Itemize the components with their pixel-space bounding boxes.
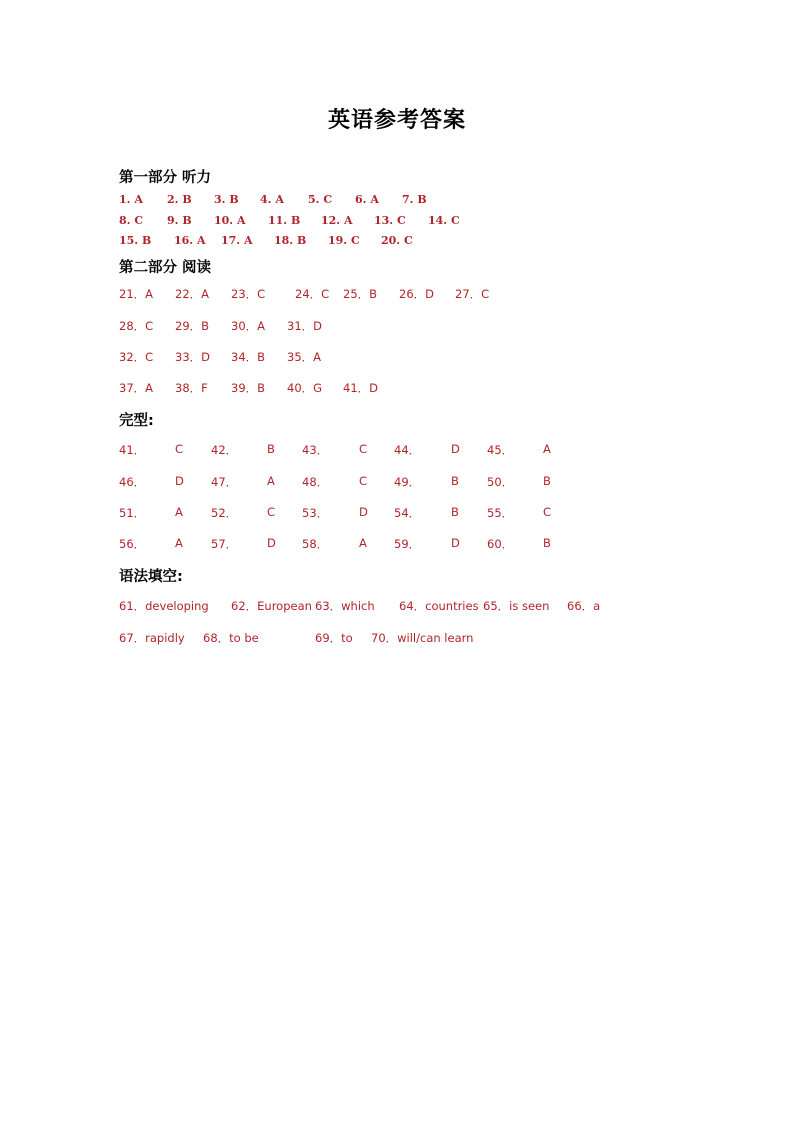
- question-number: 55．: [487, 506, 514, 520]
- answer-item: 20. C: [381, 234, 413, 247]
- answer-row: [119, 214, 679, 230]
- section-heading-grammar: 语法填空:: [119, 569, 183, 585]
- answer-item: 19. C: [328, 234, 360, 247]
- answer-item: 67．rapidly: [119, 631, 185, 645]
- answer-row: [119, 598, 679, 614]
- answer-letter: D: [175, 474, 184, 488]
- answer-item: 27．C: [455, 287, 490, 301]
- answer-item: 1. A: [119, 193, 143, 206]
- answer-item: 64．countries: [399, 599, 479, 613]
- answer-row: [119, 442, 679, 458]
- answer-item: 2. B: [167, 193, 192, 206]
- answer-item: 30．A: [231, 319, 266, 333]
- answer-letter: A: [543, 442, 551, 456]
- answer-row: [119, 193, 679, 209]
- answer-item: 26．D: [399, 287, 434, 301]
- answer-item: 23．C: [231, 287, 266, 301]
- page-title: 英语参考答案: [327, 107, 466, 133]
- answer-letter: B: [543, 536, 551, 550]
- answer-row: [119, 380, 679, 396]
- answer-item: 37．A: [119, 381, 154, 395]
- answer-row: [119, 234, 679, 250]
- answer-item: 21．A: [119, 287, 154, 301]
- answer-item: 3. B: [214, 193, 239, 206]
- answer-item: 10. A: [214, 214, 246, 227]
- section-heading-cloze: 完型:: [119, 413, 154, 429]
- answer-item: 63．which: [315, 599, 375, 613]
- answer-item: 69．to: [315, 631, 353, 645]
- answer-item: 31．D: [287, 319, 322, 333]
- answer-item: 70．will/can learn: [371, 631, 474, 645]
- answer-letter: C: [175, 442, 184, 456]
- answer-item: 16. A: [174, 234, 206, 247]
- answer-item: 17. A: [221, 234, 253, 247]
- answer-item: 68．to be: [203, 631, 259, 645]
- answer-row: [119, 349, 679, 365]
- answer-item: 15. B: [119, 234, 152, 247]
- question-number: 46．: [119, 475, 146, 489]
- question-number: 53．: [302, 506, 329, 520]
- answer-letter: D: [267, 536, 276, 550]
- answer-item: 24．C: [295, 287, 330, 301]
- section-heading-reading: 第二部分 阅读: [119, 260, 212, 276]
- answer-letter: C: [267, 505, 276, 519]
- question-number: 41．: [119, 443, 146, 457]
- answer-item: 34．B: [231, 350, 266, 364]
- answer-letter: B: [543, 474, 551, 488]
- answer-row: [119, 505, 679, 521]
- answer-letter: A: [267, 474, 275, 488]
- question-number: 47．: [211, 475, 238, 489]
- answer-letter: A: [175, 536, 183, 550]
- answer-item: 12. A: [321, 214, 353, 227]
- question-number: 50．: [487, 475, 514, 489]
- answer-letter: B: [451, 505, 459, 519]
- answer-item: 32．C: [119, 350, 154, 364]
- answer-item: 29．B: [175, 319, 210, 333]
- answer-item: 62．European: [231, 599, 312, 613]
- question-number: 44．: [394, 443, 421, 457]
- answer-letter: C: [543, 505, 552, 519]
- answer-item: 7. B: [402, 193, 427, 206]
- question-number: 45．: [487, 443, 514, 457]
- answer-item: 28．C: [119, 319, 154, 333]
- answer-item: 33．D: [175, 350, 210, 364]
- question-number: 49．: [394, 475, 421, 489]
- answer-item: 5. C: [308, 193, 333, 206]
- answer-item: 25．B: [343, 287, 378, 301]
- answer-item: 14. C: [428, 214, 460, 227]
- answer-item: 39．B: [231, 381, 266, 395]
- question-number: 51．: [119, 506, 146, 520]
- answer-row: [119, 318, 679, 334]
- question-number: 58．: [302, 537, 329, 551]
- answer-item: 13. C: [374, 214, 406, 227]
- answer-letter: D: [359, 505, 368, 519]
- question-number: 59．: [394, 537, 421, 551]
- answer-item: 22．A: [175, 287, 210, 301]
- answer-row: [119, 536, 679, 552]
- question-number: 52．: [211, 506, 238, 520]
- answer-row: [119, 286, 679, 302]
- answer-letter: D: [451, 536, 460, 550]
- answer-letter: B: [267, 442, 275, 456]
- question-number: 57．: [211, 537, 238, 551]
- answer-item: 41．D: [343, 381, 378, 395]
- answer-item: 11. B: [268, 214, 301, 227]
- answer-item: 40．G: [287, 381, 323, 395]
- answer-letter: A: [175, 505, 183, 519]
- answer-item: 65．is seen: [483, 599, 550, 613]
- answer-letter: C: [359, 474, 368, 488]
- answer-item: 35．A: [287, 350, 322, 364]
- answer-item: 38．F: [175, 381, 208, 395]
- question-number: 48．: [302, 475, 329, 489]
- question-number: 43．: [302, 443, 329, 457]
- answer-item: 4. A: [260, 193, 284, 206]
- answer-item: 9. B: [167, 214, 192, 227]
- section-heading-listening: 第一部分 听力: [119, 170, 212, 186]
- answer-row: [119, 630, 679, 646]
- question-number: 42．: [211, 443, 238, 457]
- answer-item: 6. A: [355, 193, 379, 206]
- question-number: 56．: [119, 537, 146, 551]
- answer-item: 8. C: [119, 214, 144, 227]
- question-number: 60．: [487, 537, 514, 551]
- answer-item: 18. B: [274, 234, 307, 247]
- answer-letter: C: [359, 442, 368, 456]
- answer-row: [119, 474, 679, 490]
- question-number: 54．: [394, 506, 421, 520]
- answer-letter: D: [451, 442, 460, 456]
- answer-item: 61．developing: [119, 599, 209, 613]
- answer-letter: B: [451, 474, 459, 488]
- answer-letter: A: [359, 536, 367, 550]
- answer-item: 66．a: [567, 599, 601, 613]
